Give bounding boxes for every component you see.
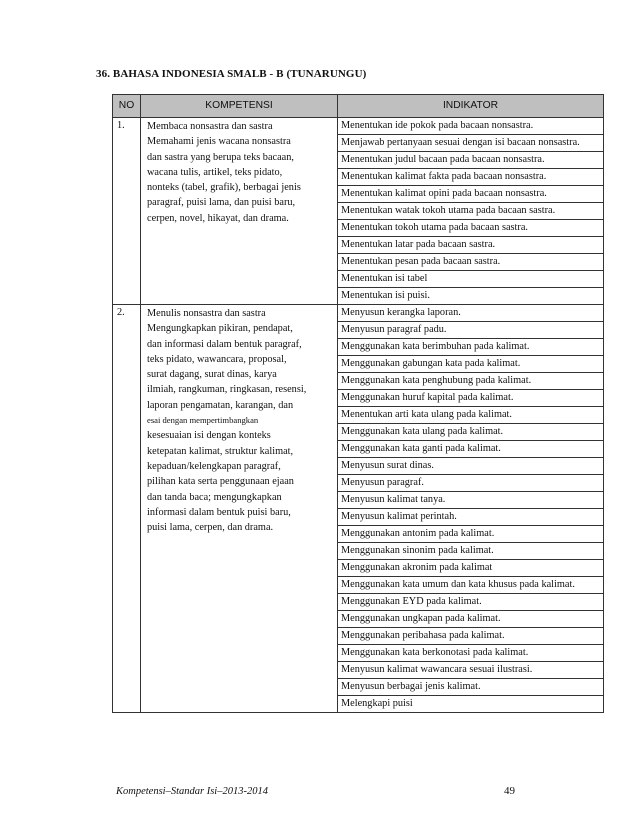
kompetensi-line: cerpen, novel, hikayat, dan drama.: [147, 212, 289, 224]
table-row: [113, 305, 604, 713]
indikator-item: Menyusun surat dinas.: [338, 458, 603, 475]
indikator-item: Menyusun kerangka laporan.: [338, 305, 603, 322]
indikator-item: Menggunakan ungkapan pada kalimat.: [338, 611, 603, 628]
header-no: NO: [113, 95, 141, 118]
indikator-cell: [338, 118, 604, 305]
indikator-item: Menentukan watak tokoh utama pada bacaan sastra.: [338, 203, 603, 220]
kompetensi-line: Menulis nonsastra dan sastra: [147, 308, 266, 319]
indikator-item: Menggunakan peribahasa pada kalimat.: [338, 628, 603, 645]
indikator-item: Menggunakan kata berkonotasi pada kalimat.: [338, 645, 603, 662]
indikator-item: Menyusun paragraf padu.: [338, 322, 603, 339]
indikator-item: Menggunakan kata ulang pada kalimat.: [338, 424, 603, 441]
indikator-item: Melengkapi puisi: [341, 698, 413, 709]
kompetensi-line: nonteks (tabel, grafik), berbagai jenis: [147, 182, 301, 194]
kompetensi-line: Memahami jenis wacana nonsastra: [147, 136, 291, 148]
indikator-item: Menjawab pertanyaan sesuai dengan isi bacaan nonsastra.: [338, 135, 603, 152]
indikator-item: Menyusun kalimat wawancara sesuai ilustrasi.: [338, 662, 603, 679]
indikator-item: Menentukan isi tabel: [338, 271, 603, 288]
section-heading: 36. BAHASA INDONESIA SMALB - B (TUNARUNGU): [96, 68, 367, 80]
indikator-cell: [338, 305, 604, 713]
indikator-item: Menggunakan kata ganti pada kalimat.: [338, 441, 603, 458]
indikator-item: Menggunakan gabungan kata pada kalimat.: [338, 356, 603, 373]
indikator-item: Menyusun kalimat perintah.: [338, 509, 603, 526]
header-kompetensi: KOMPETENSI: [141, 95, 338, 118]
indikator-item: Menentukan isi puisi.: [341, 290, 430, 301]
row-number: 1.: [113, 118, 141, 305]
kompetensi-line: wacana tulis, artikel, teks pidato,: [147, 166, 283, 178]
kompetensi-line: dan tanda baca; mengungkapkan: [147, 491, 282, 503]
indikator-item: Menentukan latar pada bacaan sastra.: [338, 237, 603, 254]
kompetensi-line: surat dagang, surat dinas, karya: [147, 369, 277, 381]
indikator-item: Menggunakan kata penghubung pada kalimat.: [338, 373, 603, 390]
indikator-item: Menyusun paragraf.: [338, 475, 603, 492]
table-header-row: [113, 95, 604, 118]
table-row: [113, 118, 604, 305]
kompetensi-line: ketepatan kalimat, struktur kalimat,: [147, 445, 294, 457]
indikator-item: Menggunakan huruf kapital pada kalimat.: [338, 390, 603, 407]
kompetensi-cell: [141, 118, 338, 305]
competency-table: [112, 94, 604, 713]
kompetensi-line: kepaduan/kelengkapan paragraf,: [147, 460, 281, 472]
kompetensi-line: pilihan kata serta penggunaan ejaan: [147, 476, 294, 488]
indikator-item: Menentukan pesan pada bacaan sastra.: [338, 254, 603, 271]
kompetensi-line: dan informasi dalam bentuk paragraf,: [147, 338, 302, 350]
kompetensi-line: esai dengan mempertimbangkan: [147, 415, 259, 426]
row-number: 2.: [113, 305, 141, 713]
indikator-item: Menggunakan sinonim pada kalimat.: [338, 543, 603, 560]
indikator-item: Menentukan judul bacaan pada bacaan nonsastra.: [338, 152, 603, 169]
indikator-item: Menggunakan kata umum dan kata khusus pada kalimat.: [338, 577, 603, 594]
kompetensi-line: laporan pengamatan, karangan, dan: [147, 399, 294, 411]
indikator-item: Menentukan tokoh utama pada bacaan sastra.: [338, 220, 603, 237]
page-number: 49: [504, 785, 515, 797]
kompetensi-line: ilmiah, rangkuman, ringkasan, resensi,: [147, 384, 307, 396]
indikator-item: Menentukan arti kata ulang pada kalimat.: [338, 407, 603, 424]
indikator-item: Menggunakan antonim pada kalimat.: [338, 526, 603, 543]
indikator-item: Menentukan kalimat opini pada bacaan nonsastra.: [338, 186, 603, 203]
kompetensi-line: puisi lama, cerpen, dan drama.: [147, 522, 274, 534]
kompetensi-line: teks pidato, wawancara, proposal,: [147, 353, 287, 365]
indikator-item: Menyusun kalimat tanya.: [338, 492, 603, 509]
footer-title: Kompetensi–Standar Isi–2013-2014: [116, 786, 268, 797]
kompetensi-line: Mengungkapkan pikiran, pendapat,: [147, 323, 293, 335]
kompetensi-line: dan sastra yang berupa teks bacaan,: [147, 151, 294, 163]
kompetensi-line: informasi dalam bentuk puisi baru,: [147, 506, 291, 518]
kompetensi-line: Membaca nonsastra dan sastra: [147, 121, 273, 132]
indikator-item: Menentukan kalimat fakta pada bacaan nonsastra.: [338, 169, 603, 186]
indikator-item: Menentukan ide pokok pada bacaan nonsastra.: [338, 118, 603, 135]
kompetensi-line: kesesuaian isi dengan konteks: [147, 430, 271, 442]
indikator-item: Menggunakan kata berimbuhan pada kalimat.: [338, 339, 603, 356]
indikator-item: Menggunakan EYD pada kalimat.: [338, 594, 603, 611]
indikator-item: Menggunakan akronim pada kalimat: [338, 560, 603, 577]
kompetensi-line: paragraf, puisi lama, dan puisi baru,: [147, 197, 296, 209]
indikator-item: Menyusun berbagai jenis kalimat.: [338, 679, 603, 696]
kompetensi-cell: [141, 305, 338, 713]
header-indikator: INDIKATOR: [338, 95, 604, 118]
